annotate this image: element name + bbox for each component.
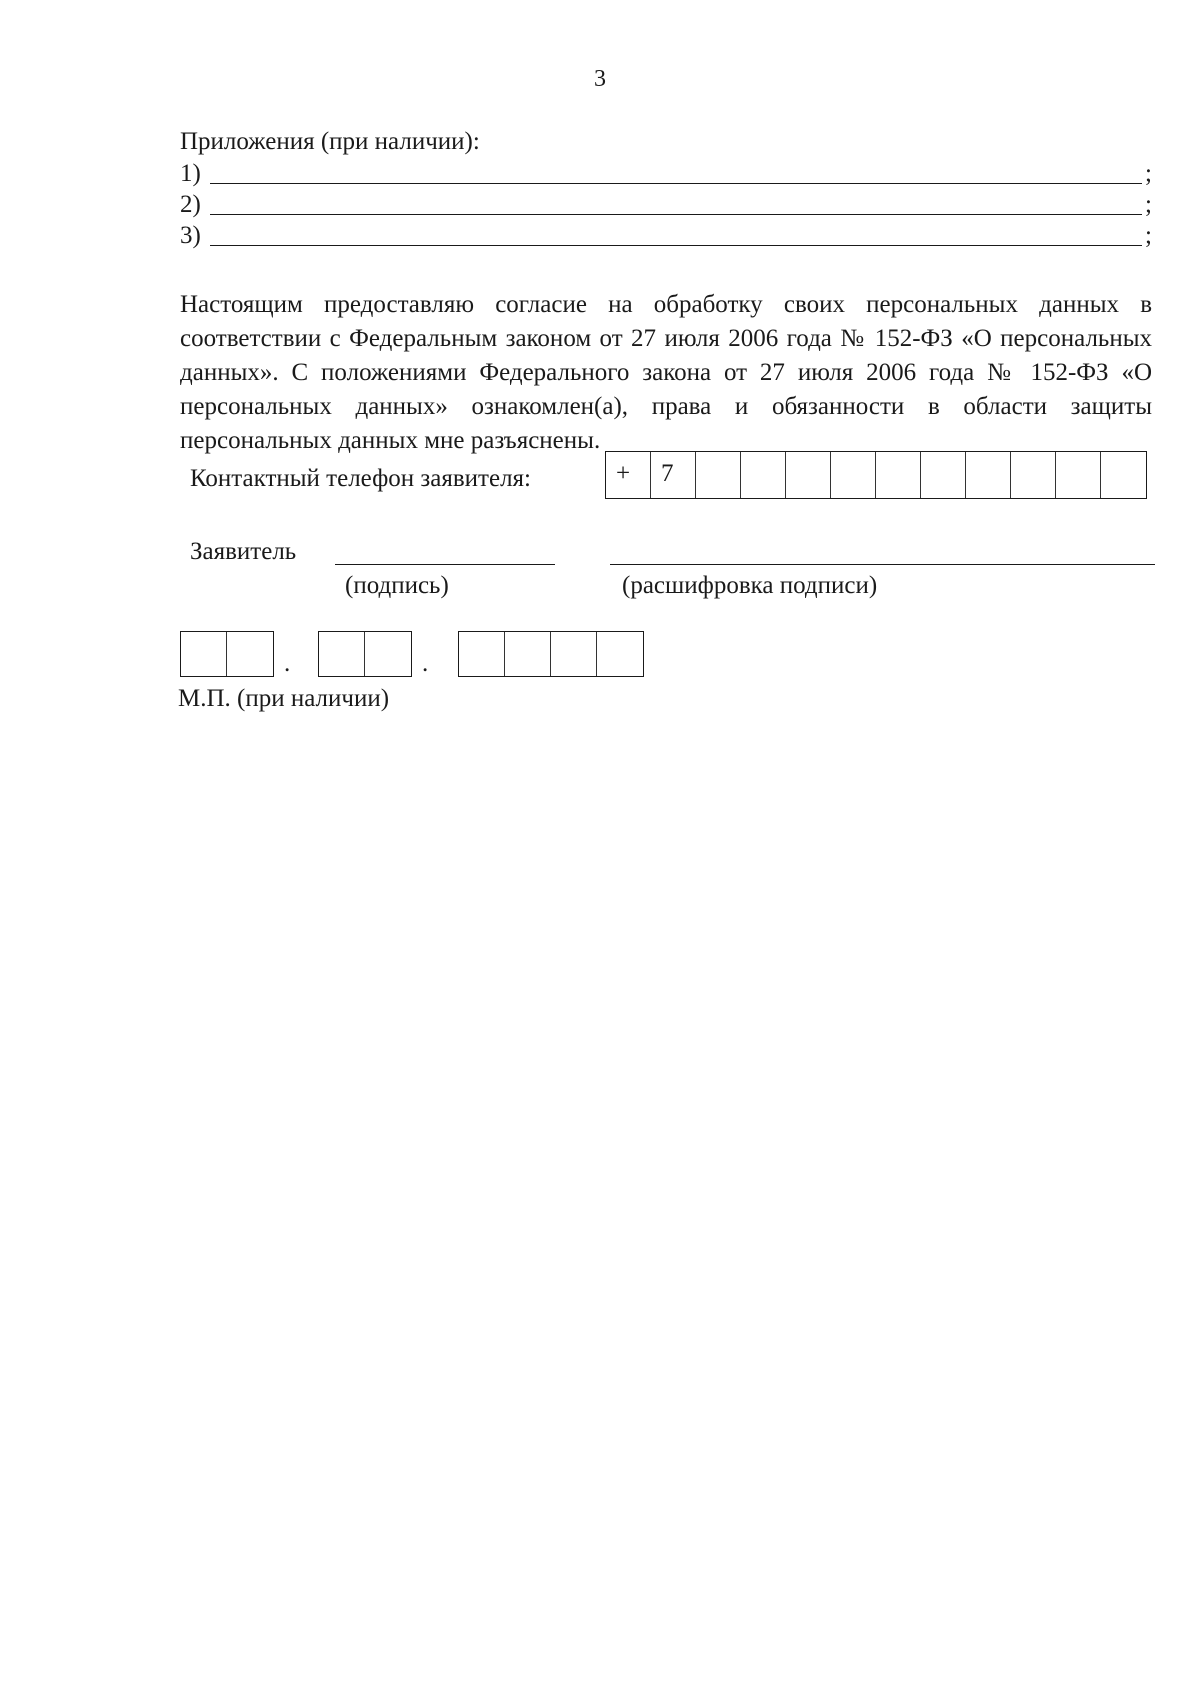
phone-digit-box[interactable]: [876, 452, 921, 498]
attachment-end-mark: ;: [1145, 191, 1152, 218]
date-digit-box[interactable]: [459, 632, 505, 676]
phone-digit-box: +: [606, 452, 651, 498]
date-day-boxes[interactable]: [180, 631, 274, 677]
signature-decode-line[interactable]: [610, 564, 1155, 565]
date-year-boxes[interactable]: [458, 631, 644, 677]
phone-digit-box[interactable]: [741, 452, 786, 498]
phone-digit-box[interactable]: [1101, 452, 1146, 498]
date-digit-box[interactable]: [319, 632, 365, 676]
applicant-label: Заявитель: [190, 538, 297, 565]
date-separator: .: [422, 650, 429, 677]
phone-digit-box[interactable]: [696, 452, 741, 498]
attachment-fill-line[interactable]: [210, 245, 1142, 246]
date-digit-box[interactable]: [505, 632, 551, 676]
seal-label: М.П. (при наличии): [178, 685, 390, 712]
date-digit-box[interactable]: [551, 632, 597, 676]
attachment-number: 3): [180, 222, 201, 249]
phone-digit-box[interactable]: [831, 452, 876, 498]
attachment-number: 2): [180, 191, 201, 218]
attachment-fill-line[interactable]: [210, 214, 1142, 215]
attachment-row-2[interactable]: [180, 190, 1152, 220]
phone-digit-box[interactable]: [1011, 452, 1056, 498]
phone-digit-box[interactable]: [921, 452, 966, 498]
date-month-boxes[interactable]: [318, 631, 412, 677]
signature-line[interactable]: [335, 564, 555, 565]
attachment-row-1[interactable]: [180, 159, 1152, 189]
date-digit-box[interactable]: [597, 632, 643, 676]
attachment-end-mark: ;: [1145, 160, 1152, 187]
page-number: 3: [594, 66, 606, 92]
signature-decode-caption: (расшифровка подписи): [622, 572, 878, 599]
attachment-number: 1): [180, 160, 201, 187]
attachment-row-3[interactable]: [180, 221, 1152, 251]
phone-digit-box[interactable]: [966, 452, 1011, 498]
phone-digit-box[interactable]: [1056, 452, 1101, 498]
attachment-fill-line[interactable]: [210, 183, 1142, 184]
signature-caption: (подпись): [345, 572, 449, 599]
date-digit-box[interactable]: [365, 632, 411, 676]
phone-label: Контактный телефон заявителя:: [190, 465, 532, 492]
phone-digit-box: 7: [651, 452, 696, 498]
phone-digit-box[interactable]: [786, 452, 831, 498]
date-separator: .: [284, 650, 291, 677]
date-digit-box[interactable]: [227, 632, 273, 676]
consent-paragraph: Настоящим предоставляю согласие на обработку своих персональных данных в соответствии с Федеральным законом от 27 июля 2006 года № 152-ФЗ «О персональных данных». С положениями Федерального закона от 27 июля 2006 года № 152-ФЗ «О персональных данных» ознакомлен(а), права и обязанности в области защиты персональных данных мне разъяснены.: [180, 291, 1152, 454]
phone-input-boxes[interactable]: [605, 451, 1147, 499]
attachments-heading: Приложения (при наличии):: [180, 128, 480, 155]
date-digit-box[interactable]: [181, 632, 227, 676]
attachment-end-mark: ;: [1145, 222, 1152, 249]
